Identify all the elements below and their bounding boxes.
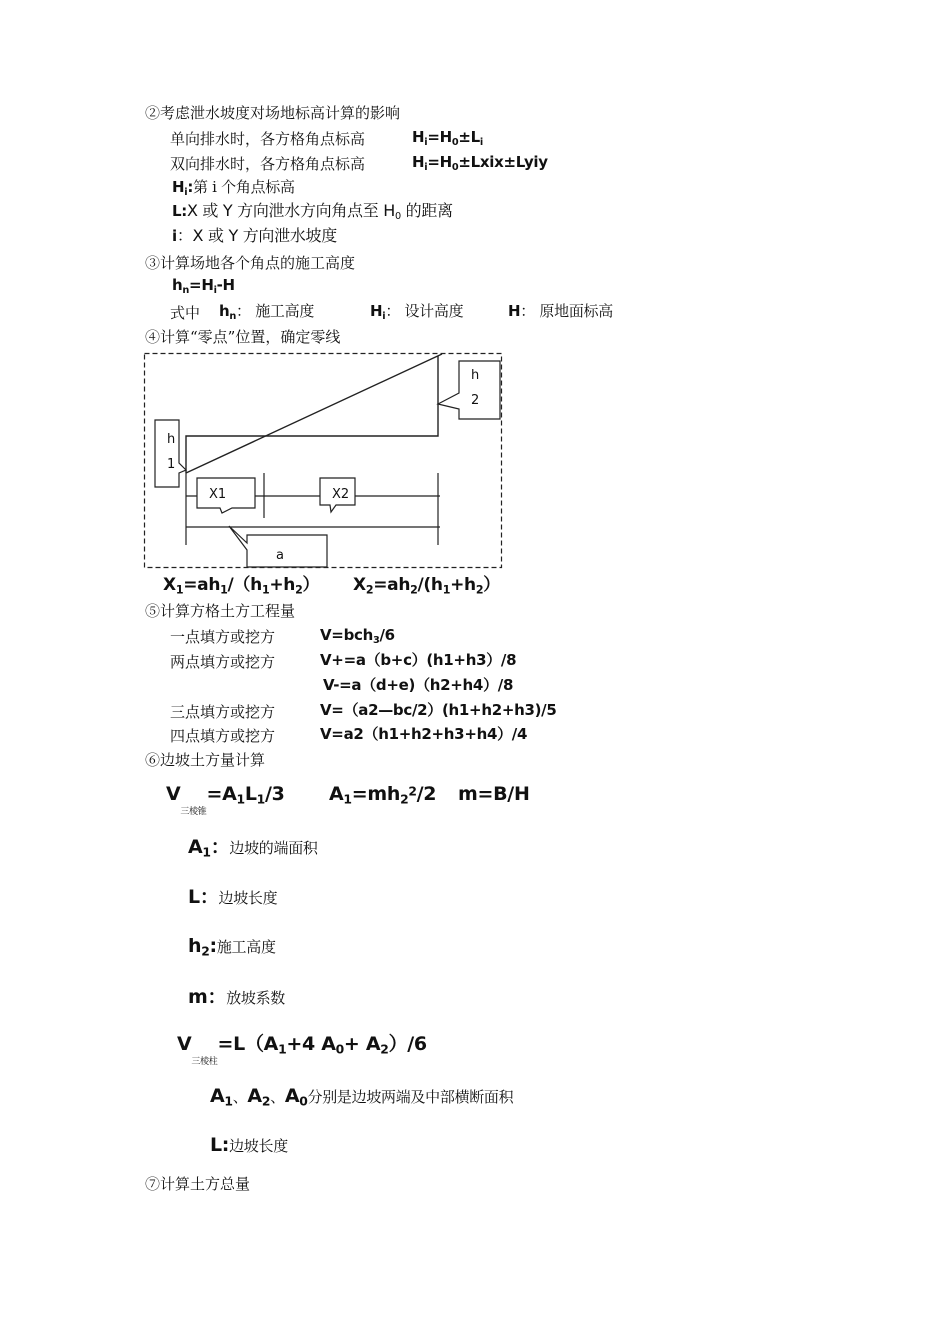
callout-h2 [438, 361, 500, 419]
label-h2-top: h [471, 368, 480, 383]
section-5-heading: ⑤计算方格土方工程量 [145, 602, 296, 620]
four-point-label: 四点填方或挖方 [170, 727, 276, 745]
def-hn: $h_n$： 施工高度 [219, 302, 315, 322]
one-point-formula: V=bch$_3$/6 [320, 626, 395, 646]
two-point-label: 两点填方或挖方 [170, 653, 276, 671]
callout-h1 [155, 420, 186, 487]
section-6-heading: ⑥边坡土方量计算 [145, 751, 266, 769]
def-a1: $A_1$：边坡的端面积 [188, 836, 318, 860]
two-point-formula-cut: V-=a（d+e)（h2+h4）/8 [323, 676, 514, 694]
def-i: i：X 或 Y 方向泄水坡度 [172, 226, 337, 245]
single-drain-label: 单向排水时，各方格角点标高 [170, 130, 366, 148]
def-l: L:X 或 Y 方向泄水方向角点至 $H_0$ 的距离 [172, 201, 453, 222]
section-3-heading: ③计算场地各个角点的施工高度 [145, 254, 356, 272]
label-h1-top: h [167, 432, 176, 447]
end-area-formula: $A_1=mh_2^2/2$ [329, 783, 437, 807]
label-x1: X1 [209, 487, 227, 502]
def-m: m：放坡系数 [188, 986, 286, 1008]
section-7-heading: ⑦计算土方总量 [145, 1175, 251, 1193]
def-l-slope-length: L:边坡长度 [210, 1134, 288, 1156]
slope-line [186, 354, 442, 473]
construction-height-formula: $h_n=H_i-H$ [172, 276, 235, 296]
pyramid-volume-formula: $V_{三棱锥}=A_1L_1/3$ [166, 783, 285, 817]
def-hi-design: $H_i$： 设计高度 [370, 302, 464, 322]
slope-coefficient-formula: m=B/H [458, 783, 530, 805]
def-l-length: L：边坡长度 [188, 886, 278, 908]
def-areas: $A_1$、$A_2$、$A_0$分别是边坡两端及中部横断面积 [210, 1085, 514, 1109]
where-label: 式中 [170, 304, 201, 322]
formula-x1: $X_1=ah_1/(h_1+h_2)$ [163, 575, 320, 597]
def-hi: $H_i$:第 i 个角点标高 [172, 178, 295, 198]
single-drain-formula: $H_i=H_0\pm L_i$ [412, 128, 483, 148]
def-h2: $h_2$:施工高度 [188, 935, 276, 959]
three-point-formula: V=（a2—bc/2）(h1+h2+h3)/5 [320, 701, 557, 719]
three-point-label: 三点填方或挖方 [170, 703, 276, 721]
double-drain-label: 双向排水时，各方格角点标高 [170, 155, 366, 173]
label-h1-bottom: 1 [167, 457, 176, 472]
two-point-formula-fill: V+=a（b+c）(h1+h3）/8 [320, 651, 517, 669]
label-h2-bottom: 2 [471, 393, 480, 408]
prism-volume-formula: $V_{三棱柱}=L(A_1+4$ $A_0+ A_2)/6$ [177, 1033, 427, 1067]
four-point-formula: V=a2（h1+h2+h3+h4）/4 [320, 725, 528, 743]
section-2-heading: ②考虑泄水坡度对场地标高计算的影响 [145, 104, 401, 122]
one-point-label: 一点填方或挖方 [170, 628, 276, 646]
label-a: a [276, 548, 284, 563]
double-drain-formula: $H_i=H_0\pm Lxix\pm Lyiy$ [412, 153, 548, 173]
section-4-heading: ④计算“零点”位置，确定零线 [145, 328, 341, 346]
formula-x2: $X_2=ah_2/(h_1+h_2)$ [353, 575, 500, 597]
def-h-ground: H： 原地面标高 [508, 302, 613, 320]
label-x2: X2 [332, 487, 350, 502]
